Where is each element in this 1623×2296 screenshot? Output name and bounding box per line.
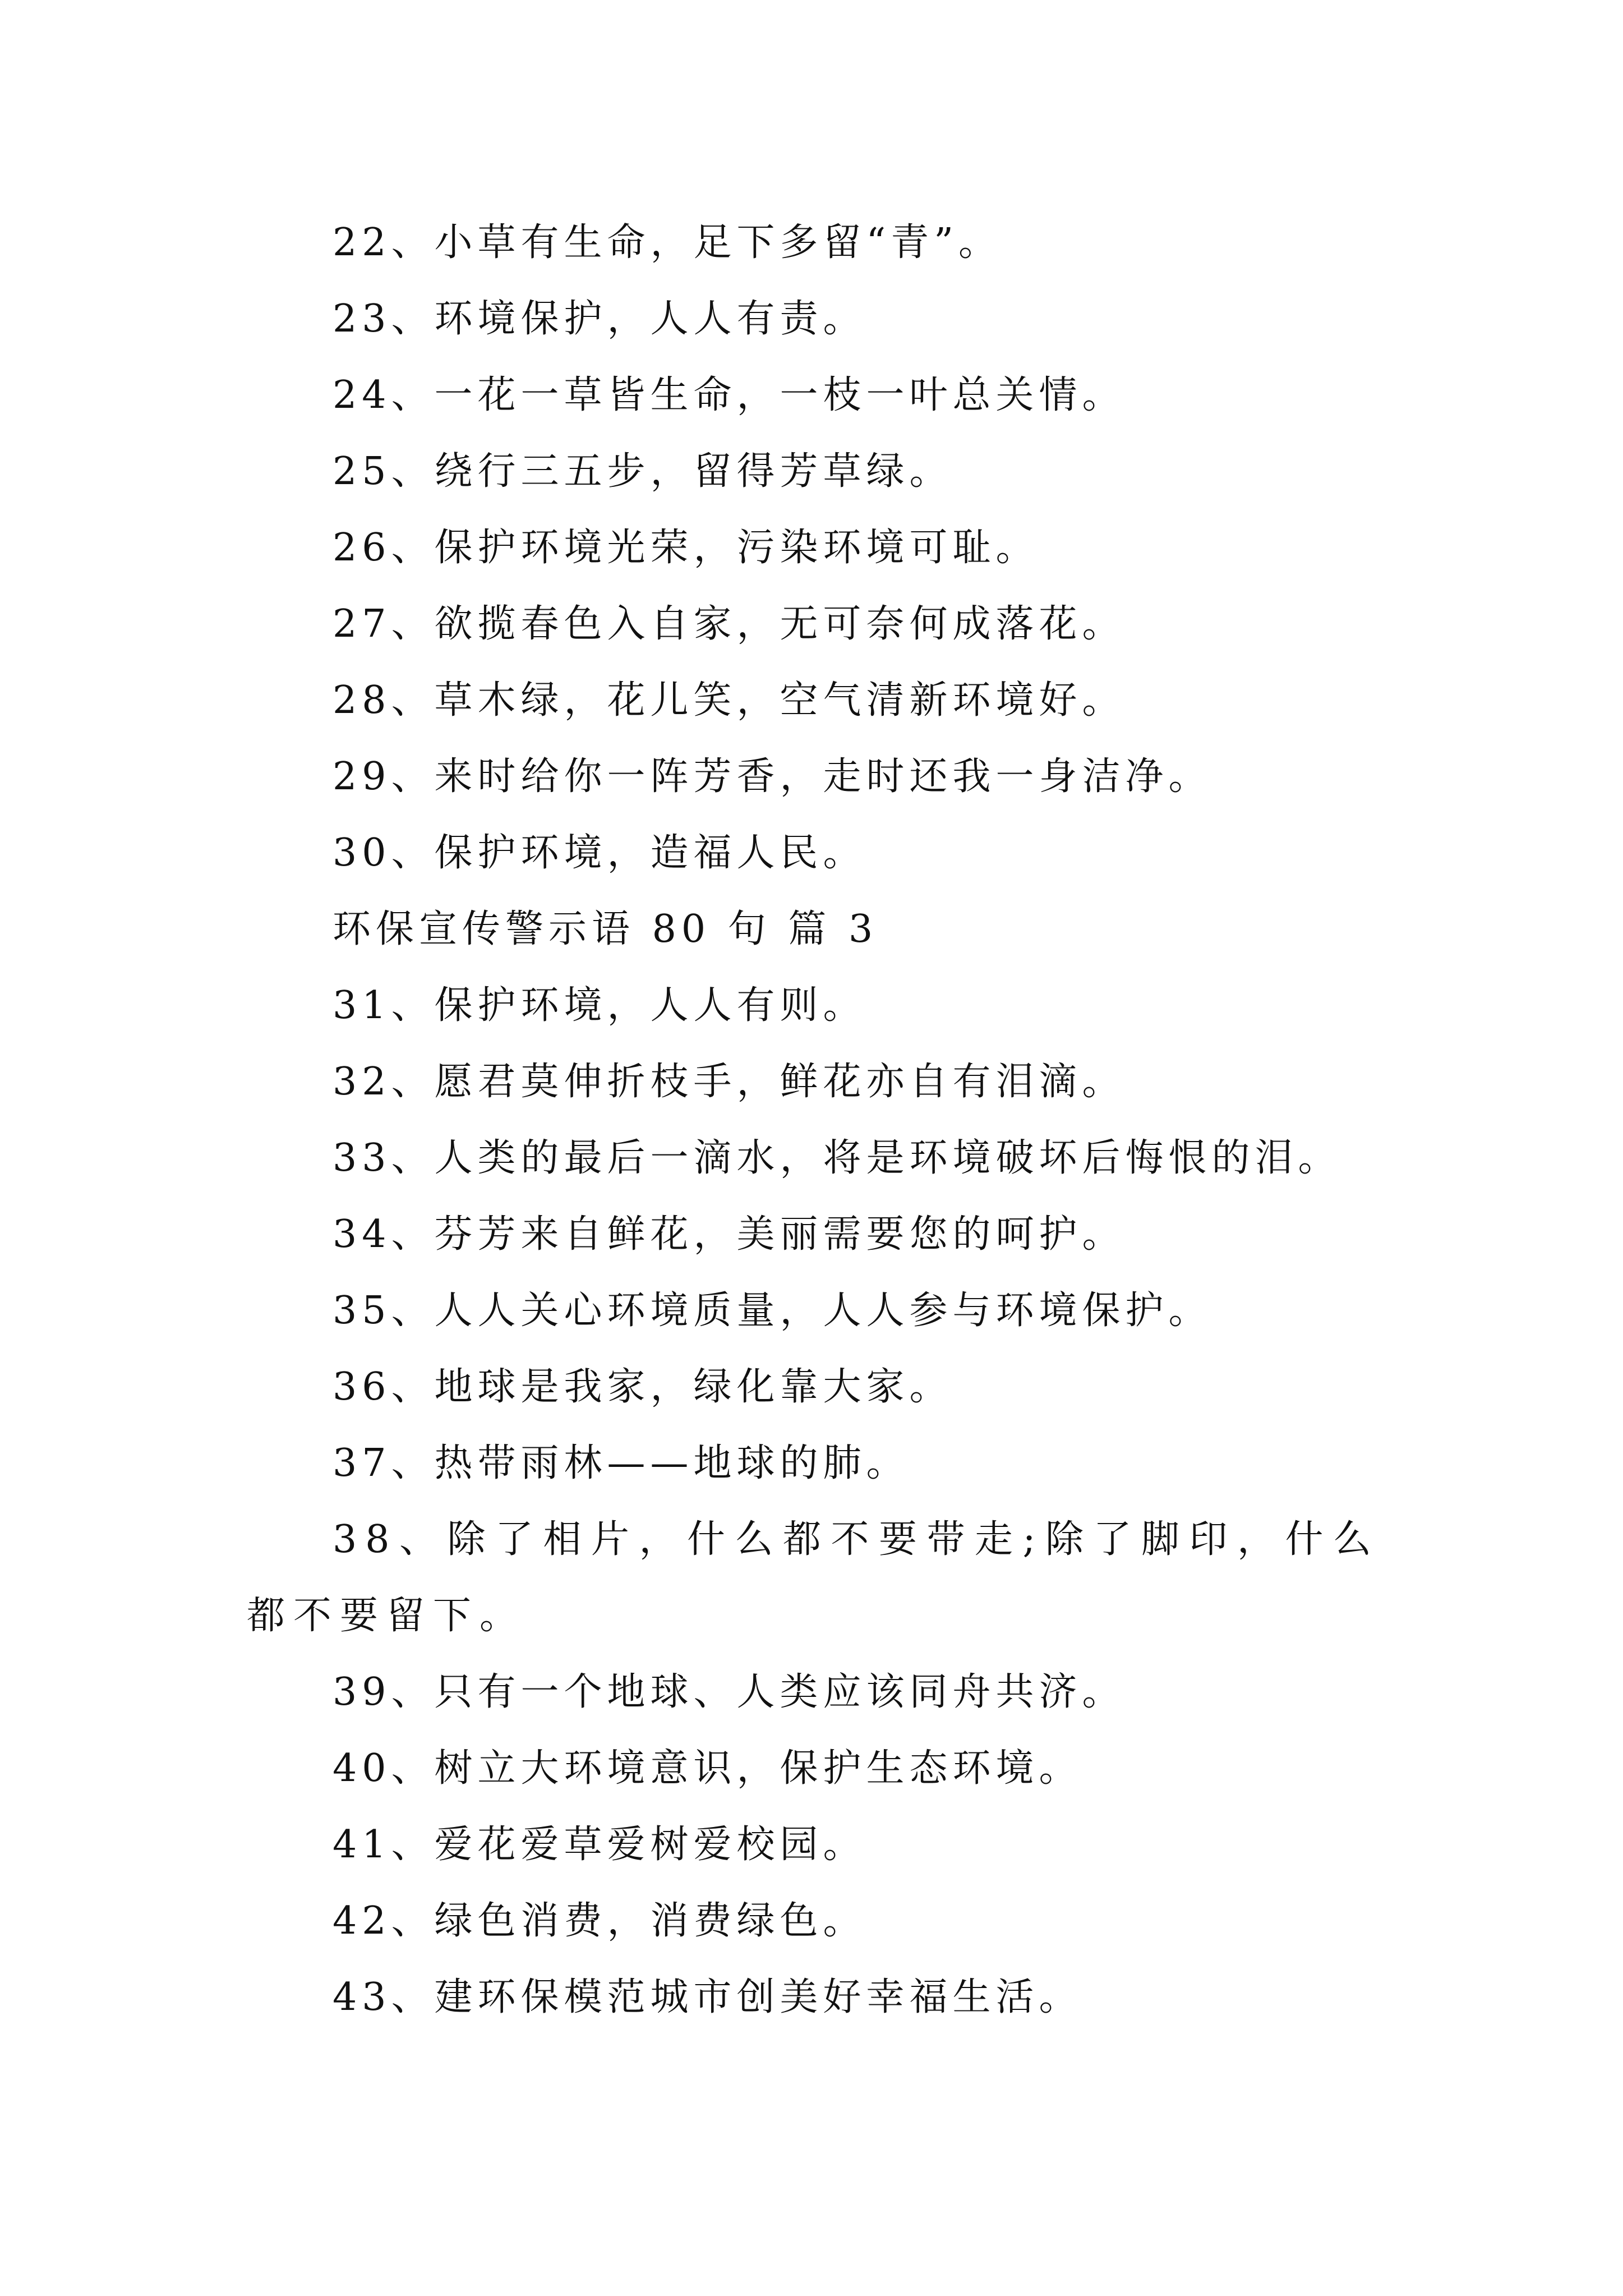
slogan-line-33: 33、人类的最后一滴水，将是环境破坏后悔恨的泪。 bbox=[333, 1136, 1341, 1180]
slogan-line-31: 31、保护环境，人人有则。 bbox=[333, 983, 866, 1028]
slogan-line-26: 26、保护环境光荣，污染环境可耻。 bbox=[333, 526, 1039, 570]
slogan-line-29: 29、来时给你一阵芳香，走时还我一身洁净。 bbox=[333, 754, 1212, 799]
slogan-line-40: 40、树立大环境意识，保护生态环境。 bbox=[333, 1746, 1082, 1791]
slogan-line-43: 43、建环保模范城市创美好幸福生活。 bbox=[333, 1975, 1082, 2019]
slogan-line-35: 35、人人关心环境质量，人人参与环境保护。 bbox=[333, 1289, 1212, 1333]
slogan-line-30: 30、保护环境，造福人民。 bbox=[333, 831, 866, 875]
slogan-line-37: 37、热带雨林——地球的肺。 bbox=[333, 1441, 910, 1485]
slogan-line-41: 41、爱花爱草爱树爱校园。 bbox=[333, 1823, 866, 1867]
document-body bbox=[247, 205, 1380, 2036]
slogan-line-27: 27、欲揽春色入自家，无可奈何成落花。 bbox=[333, 602, 1126, 646]
slogan-line-32: 32、愿君莫伸折枝手，鲜花亦自有泪滴。 bbox=[333, 1060, 1126, 1104]
slogan-line-39: 39、只有一个地球、人类应该同舟共济。 bbox=[333, 1670, 1126, 1714]
slogan-line-25: 25、绕行三五步，留得芳草绿。 bbox=[333, 449, 953, 494]
slogan-line-23: 23、环境保护，人人有责。 bbox=[333, 297, 866, 341]
slogan-line-36: 36、地球是我家，绿化靠大家。 bbox=[333, 1365, 953, 1409]
slogan-line-22: 22、小草有生命，足下多留“青”。 bbox=[333, 220, 1002, 265]
slogan-line-38: 38、除了相片，什么都不要带走;除了脚印，什么都不要留下。 bbox=[247, 1517, 1380, 1638]
slogan-line-28: 28、草木绿，花儿笑，空气清新环境好。 bbox=[333, 678, 1126, 723]
section-heading: 环保宣传警示语 80 句 篇 3 bbox=[333, 907, 878, 951]
slogan-line-42: 42、绿色消费，消费绿色。 bbox=[333, 1899, 866, 1943]
slogan-line-34: 34、芬芳来自鲜花，美丽需要您的呵护。 bbox=[333, 1212, 1126, 1257]
slogan-line-24: 24、一花一草皆生命，一枝一叶总关情。 bbox=[333, 373, 1126, 417]
